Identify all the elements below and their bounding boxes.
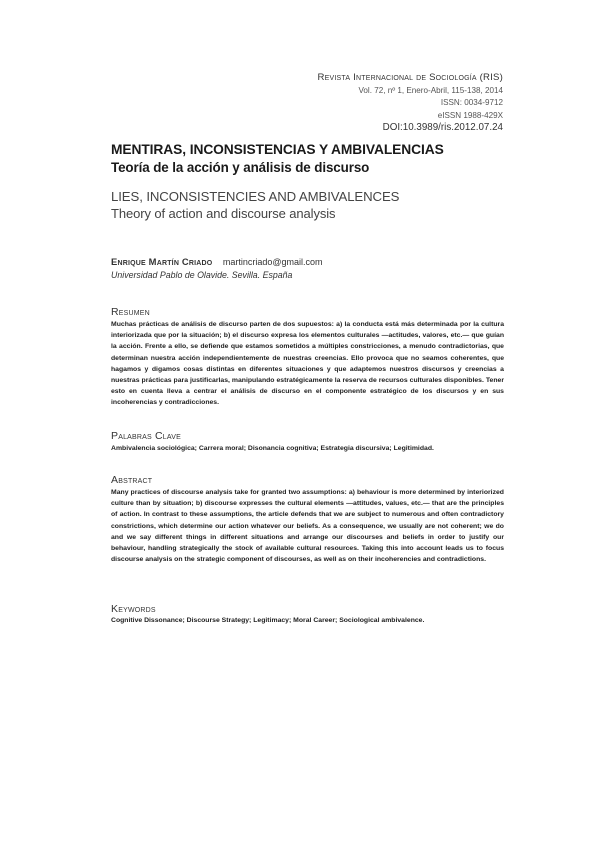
subtitle-spanish: Teoría de la acción y análisis de discurso (111, 160, 370, 175)
keywords-heading: Keywords (111, 603, 156, 615)
journal-header (318, 72, 503, 135)
journal-volume: Vol. 72, nº 1, Enero-Abril, 115-138, 2014 (358, 85, 503, 95)
journal-issn: ISSN: 0034-9712 (440, 98, 503, 108)
journal-doi: DOI:10.3989/ris.2012.07.24 (382, 122, 503, 134)
author-name: Enrique Martín Criado (111, 256, 213, 267)
resumen-text: Muchas prácticas de análisis de discurso parten de dos supuestos: a) la conducta está más determinada por la cultura interiorizada que por la situación; b) el discurso expresa los elementos culturales —actitudes, valores, etc.— que guían la acción. Frente a ello, se defiende que estamos sometidos a múltiples constricciones, a menudo contradictorias, que determinan nuestra acción independientemente de nuestras creencias. Ello provoca que no seamos coherentes, que hagamos y digamos cosas distintas en diferentes situaciones y que adaptemos nuestros discursos y creencias a nuestras prácticas para justificarlas, manipulando estratégicamente la reserva de recursos culturales disponibles. Tener esto en cuenta lleva a centrar el análisis de discurso en el componente estratégico de los discursos y en sus incoherencias y contradicciones. (111, 321, 504, 407)
author-line (111, 252, 323, 270)
abstract-text: Many practices of discourse analysis take for granted two assumptions: a) behaviour is more determined by interiorized culture than by situation; b) discourse expresses the cultural elements —attitudes, values, etc.— that are the principles of action. In contrast to these assumptions, the article defends that we are subject to numerous and often contradictory constrictions, which determine our action whatever our beliefs. As a consequence, we usually are not coherent; we do and we say different things in different situations and arrange our discourses and beliefs in order to justify our behaviour, handling strategically the stock of available cultural resources. Taking this into account leads us to focus discourse analysis on the strategic component of discourses, as well as on their incoherencies and contradictions. (111, 489, 504, 564)
title-block (111, 142, 511, 221)
author-affiliation: Universidad Pablo de Olavide. Sevilla. España (111, 270, 293, 280)
resumen-heading: Resumen (111, 306, 150, 318)
author-email[interactable]: martincriado@gmail.com (222, 257, 323, 267)
palabras-clave-heading: Palabras Clave (111, 430, 181, 442)
title-spanish: MENTIRAS, INCONSISTENCIAS Y AMBIVALENCIAS (111, 142, 444, 157)
journal-eissn: eISSN 1988-429X (437, 110, 503, 120)
subtitle-english: Theory of action and discourse analysis (111, 206, 336, 221)
palabras-clave-text: Ambivalencia sociológica; Carrera moral; Disonancia cognitiva; Estrategia discursiva; Legitimidad. (111, 445, 434, 452)
title-english: LIES, INCONSISTENCIES AND AMBIVALENCES (111, 189, 400, 204)
journal-name: Revista Internacional de Sociología (RIS) (317, 72, 503, 83)
abstract-heading: Abstract (111, 474, 153, 486)
keywords-text: Cognitive Dissonance; Discourse Strategy; Legitimacy; Moral Career; Sociological ambivalence. (111, 617, 425, 624)
